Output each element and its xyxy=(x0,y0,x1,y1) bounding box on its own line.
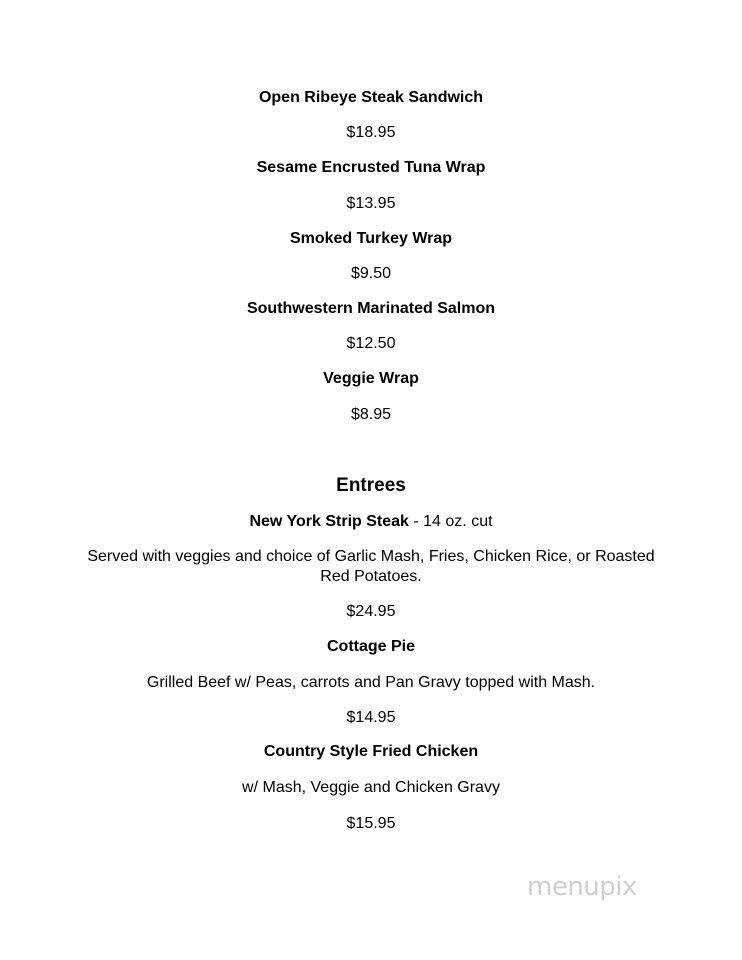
entree-price-strip-steak: $24.95 xyxy=(346,603,396,620)
item-price-turkey-wrap: $9.50 xyxy=(350,265,392,282)
entree-name-fried-chicken: Country Style Fried Chicken xyxy=(263,743,479,760)
item-name-tuna-wrap: Sesame Encrusted Tuna Wrap xyxy=(256,159,486,176)
item-name-salmon: Southwestern Marinated Salmon xyxy=(246,300,496,317)
entree-desc-fried-chicken: w/ Mash, Veggie and Chicken Gravy xyxy=(242,779,500,796)
item-name-ribeye: Open Ribeye Steak Sandwich xyxy=(258,89,484,106)
item-price-salmon: $12.50 xyxy=(346,335,396,352)
section-heading-entrees: Entrees xyxy=(336,475,406,496)
item-price-tuna-wrap: $13.95 xyxy=(346,195,396,212)
entree-name-cottage-pie: Cottage Pie xyxy=(326,638,415,655)
entree-title-strip-steak xyxy=(80,512,662,532)
item-name-veggie-wrap: Veggie Wrap xyxy=(323,370,419,387)
entree-name-strip-steak: New York Strip Steak xyxy=(249,513,409,530)
entree-desc-strip-steak: Served with veggies and choice of Garlic Mash, Fries, Chicken Rice, or Roasted Red Potatoes. xyxy=(87,548,655,585)
item-price-ribeye: $18.95 xyxy=(346,124,396,141)
entree-suffix-strip-steak: - 14 oz. cut xyxy=(408,513,493,530)
item-price-veggie-wrap: $8.95 xyxy=(350,406,392,423)
entree-price-cottage-pie: $14.95 xyxy=(346,709,396,726)
entree-price-fried-chicken: $15.95 xyxy=(346,815,396,832)
entree-desc-cottage-pie: Grilled Beef w/ Peas, carrots and Pan Gravy topped with Mash. xyxy=(146,674,596,691)
item-name-turkey-wrap: Smoked Turkey Wrap xyxy=(289,230,453,247)
menupix-watermark: menupix xyxy=(527,872,637,902)
